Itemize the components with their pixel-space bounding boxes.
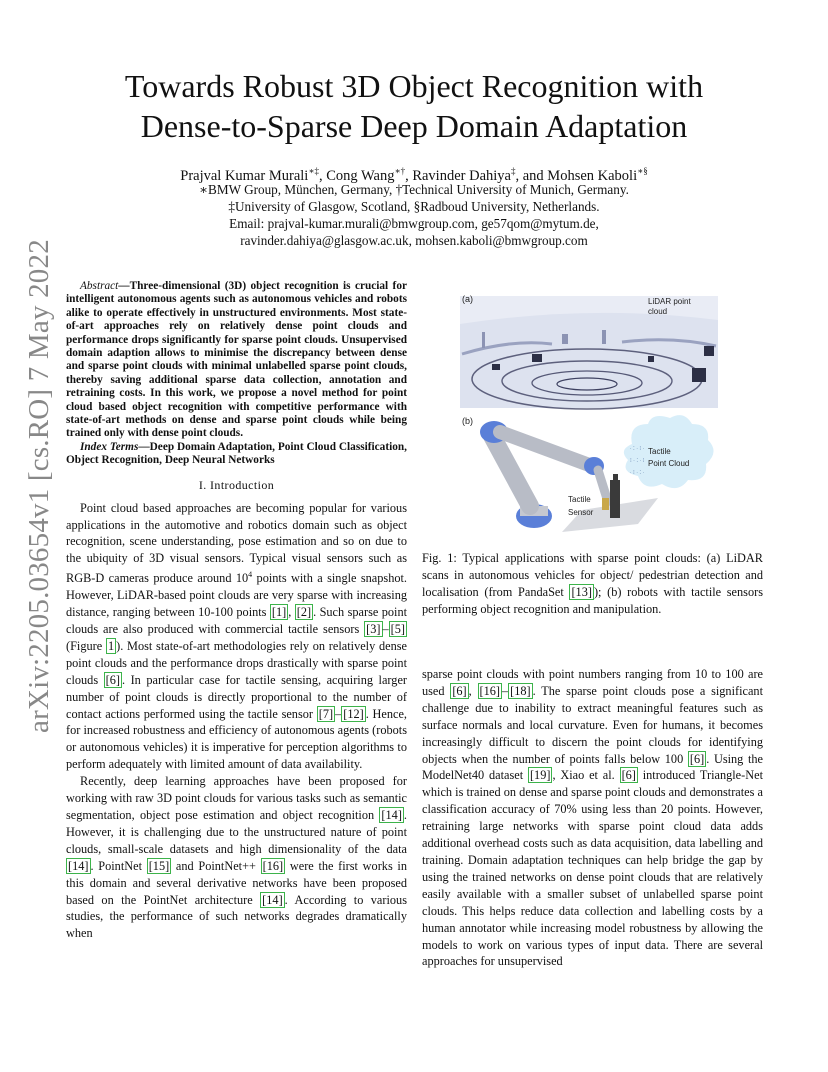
right-column (422, 666, 763, 970)
intro-paragraph-2: Recently, deep learning approaches have been proposed for working with raw 3D point clouds for various tasks such as semantic segmentation, object pose estimation and object recognition [14] . However, it is challenging due to the unstructured nature of point clouds, small-scale datasets and high dimensionality of the data [14] . PointNet [15] and PointNet++ [16] were the first works in this domain and several derivative networks have been proposed based on the PointNet architecture [14] . According to various studies, the performance of such networks degrades dramatically when (66, 774, 407, 941)
figure-1-image (452, 284, 762, 534)
figure-1 (452, 284, 762, 534)
citation-link[interactable]: [15] (148, 858, 170, 873)
tactile-pc-label: Tactile (648, 447, 671, 456)
lidar-label: cloud (648, 307, 668, 316)
citation-link[interactable]: [6] (689, 751, 705, 766)
arxiv-identifier: arXiv:2205.03654v1 [cs.RO] 7 May 2022 (23, 239, 55, 733)
email-line: Email: prajval-kumar.murali@bmwgroup.com, ge57qom@mytum.de, (229, 216, 599, 231)
title-line-2: Dense-to-Sparse Deep Domain Adaptation (140, 108, 688, 144)
abstract (66, 280, 407, 441)
lidar-scan-image (460, 296, 718, 409)
title-line-1: Towards Robust 3D Object Recognition with (124, 68, 704, 104)
figure-link[interactable]: 1 (107, 638, 115, 653)
citation-link[interactable]: [14] (262, 892, 283, 907)
intro-paragraph-continued: sparse point clouds with point numbers ranging from 10 to 100 are used [6] , [16] – [18] . The sparse point clouds pose a significant challenge due to inability to extract meaningful features such as surface normals and local curvature. Even for humans, it becomes increasingly difficult to discern the point clouds for identifying objects when the number of points falls below 100 [6] . Using the ModelNet40 dataset [19] , Xiao et al. [6] introduced Triangle-Net which is trained on dense and sparse point clouds and demonstrates a classification accuracy of 70% using less than 20 points. However, retraining large networks with sparse point cloud data adds additional overhead costs such as data acquisition, data labelling and training. Domain adaptation techniques can help bridge the gap by using the trained networks on dense point clouds that are relatively easily available with a smaller subset of unlabelled sparse point clouds. This helps reduce data collection and labelling costs by a human annotator while increasing model robustness by allowing the models to work on various types of input data. There are several approaches for unsupervised (422, 667, 763, 969)
citation-link[interactable]: [6] (621, 768, 636, 783)
abstract-text: —Three-dimensional (3D) object recognition is crucial for intelligent autonomous agents such as autonomous vehicles and robots alike to operate effectively in unstructured environments. Most state-of-art approaches rely on relatively dense point clouds and performance drops significantly for sparse point clouds. Unsupervised domain adaption allows to minimise the discrepancy between dense and sparse point clouds with minimal unlabelled sparse point clouds, thereby saving additional sparse data collection, annotation and retraining costs. In this work, we propose a novel method for point cloud based object recognition with competitive performance with state-of-art methods on dense and sparse point clouds while being trained only with dense point clouds. (66, 280, 407, 440)
citation-link[interactable]: [3] (366, 622, 381, 637)
svg-text:⁝ ∙ ⁚ ∙ ⁝: ⁝ ∙ ⁚ ∙ ⁝ (630, 458, 645, 464)
tactile-pc-label: Point Cloud (648, 459, 690, 468)
tactile-sensor-label: Sensor (568, 508, 594, 517)
author-name: , Cong Wang (318, 167, 395, 184)
email-line: ravinder.dahiya@glasgow.ac.uk, mohsen.kaboli@bmwgroup.com (240, 233, 588, 248)
tactile-sensor-label: Tactile (568, 495, 591, 504)
index-terms (66, 441, 407, 468)
citation-link[interactable]: [14] (381, 808, 402, 822)
author-mark: ‡ (510, 166, 516, 176)
citation-link[interactable]: [6] (105, 672, 120, 687)
citation-link[interactable]: [2] (296, 605, 312, 620)
citation-link[interactable]: [5] (390, 622, 405, 637)
abstract-label: Abstract (80, 280, 119, 292)
citation-link[interactable]: [16] (479, 683, 500, 698)
left-column (66, 280, 407, 942)
author-mark: ∗§ (637, 166, 648, 176)
paper-title (0, 66, 828, 146)
section-heading: I. Introduction (198, 477, 275, 492)
affiliation-line: ‡University of Glasgow, Scotland, §Radboud University, Netherlands. (228, 199, 600, 214)
svg-text:∙ ⁝ ∙ ⁚ ∙: ∙ ⁝ ∙ ⁚ ∙ (630, 470, 645, 476)
intro-paragraph-1: Point cloud based approaches are becoming popular for various applications in the automotive and robotics domain such as object recognition, scene understanding, pose estimation and so on due to the ubiquity of 3D visual sensors. Typical visual sensors such as RGB-D cameras produce around $10^4$ points with a single snapshot. However, LiDAR-based point clouds are very sparse with increasing distance, ranging between 10-100 points [1] , [2] . Such sparse point clouds are also produced with commercial tactile sensors [3] – [5] (Figure 1 ). Most state-of-art methodologies rely on relatively dense point clouds and the performance drops drastically with sparse point clouds [6] . In particular case for tactile sensing, acquiring larger number of point clouds is directly proportional to the number of contact actions performed using the tactile sensor [7] – [12] . Hence, for increased robustness and efficiency of autonomous agents (robots or autonomous vehicles) it is imperative for perception algorithms to perform adequately with limited amount of data availability. (66, 500, 408, 772)
citation-link[interactable]: [12] (343, 706, 364, 721)
citation-link[interactable]: [1] (271, 605, 287, 620)
affiliation-line: ∗BMW Group, München, Germany, †Technical University of Munich, Germany. (199, 182, 629, 197)
author-name: Prajval Kumar Murali (180, 167, 309, 184)
citation-link[interactable]: [16] (262, 858, 284, 873)
citation-link[interactable]: [7] (318, 706, 334, 721)
citation-link[interactable]: [14] (68, 858, 89, 873)
svg-text:∙ ⁚ ∙ ⁝ ∙: ∙ ⁚ ∙ ⁝ ∙ (630, 446, 645, 452)
author-name: , and Mohsen Kaboli (515, 167, 638, 184)
citation-link[interactable]: [19] (529, 768, 551, 783)
author-mark: ∗† (394, 166, 406, 176)
index-terms-label: Index Terms (80, 440, 139, 453)
author-name: , Ravinder Dahiya (405, 167, 511, 184)
citation-link[interactable]: [18] (510, 683, 531, 698)
citation-link[interactable]: [6] (452, 683, 467, 698)
index-terms-text: —Deep Domain Adaptation, Point Cloud Classification, Object Recognition, Deep Neural Networks (66, 440, 407, 467)
panel-label-b: (b) (462, 416, 473, 426)
panel-label-a: (a) (462, 294, 473, 304)
lidar-label: LiDAR point (648, 297, 691, 306)
figure-caption: Fig. 1: Typical applications with sparse point clouds: (a) LiDAR scans in autonomous vehicles for object/ pedestrian detection and localisation (from PandaSet [13] ); (b) robots with tactile sensors performing object recognition and manipulation. (422, 551, 763, 616)
author-mark: ∗‡ (308, 166, 319, 176)
citation-link[interactable]: [13] (571, 585, 592, 599)
